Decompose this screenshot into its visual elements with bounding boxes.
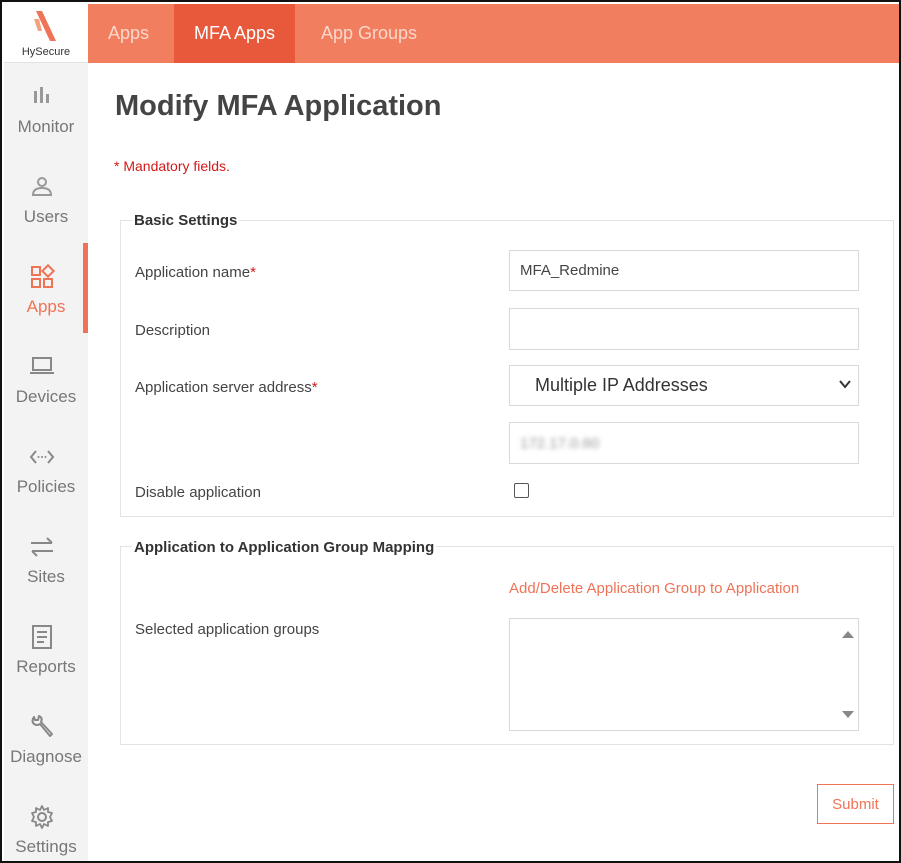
tab-apps[interactable]: Apps: [108, 23, 150, 43]
sidebar-item-label: Diagnose: [10, 747, 82, 766]
tab-mfa-apps[interactable]: MFA Apps: [174, 4, 295, 63]
disable-application-checkbox[interactable]: [514, 483, 529, 498]
sidebar: [4, 4, 88, 863]
sidebar-item-policies[interactable]: [4, 423, 88, 513]
app-name-label: [135, 264, 256, 281]
brand-name: HySecure: [21, 46, 71, 58]
hysecure-logo-icon: [32, 9, 60, 45]
selected-groups-label: Selected application groups: [135, 621, 320, 638]
app-name-input[interactable]: MFA_Redmine: [509, 250, 859, 291]
disable-application-label: Disable application: [135, 484, 261, 501]
sidebar-item-label: Apps: [26, 297, 66, 316]
chevron-down-icon: [838, 377, 852, 391]
brand-logo[interactable]: [4, 4, 88, 63]
sidebar-item-users[interactable]: [4, 153, 88, 243]
selected-groups-listbox[interactable]: [509, 618, 859, 731]
server-address-selected: Multiple IP Addresses: [535, 375, 708, 395]
swap-arrows-icon: [28, 533, 56, 561]
required-mark: *: [311, 379, 318, 396]
app-name-label-text: Application name: [135, 264, 251, 281]
sidebar-item-settings[interactable]: [4, 783, 88, 863]
sidebar-item-label: Policies: [16, 477, 76, 496]
user-icon: [28, 173, 56, 201]
sidebar-item-label: Reports: [16, 657, 76, 676]
bar-chart-icon: [28, 83, 56, 111]
sidebar-item-label: Users: [23, 207, 69, 226]
sidebar-item-label: Sites: [27, 567, 65, 586]
ip-addresses-value: 172.17.0.60: [520, 434, 600, 452]
server-address-select[interactable]: [509, 365, 859, 406]
sidebar-item-reports[interactable]: [4, 603, 88, 693]
ip-addresses-input[interactable]: [509, 422, 859, 464]
add-delete-group-link[interactable]: Add/Delete Application Group to Application: [509, 580, 800, 597]
sidebar-item-label: Devices: [15, 387, 77, 406]
wrench-icon: [28, 713, 56, 741]
submit-button[interactable]: Submit: [817, 784, 894, 824]
document-icon: [28, 623, 56, 651]
gear-icon: [28, 803, 56, 831]
top-nav: [88, 4, 901, 63]
server-address-label: [135, 379, 318, 396]
basic-settings-legend: Basic Settings: [134, 212, 238, 229]
apps-grid-icon: [28, 263, 56, 291]
laptop-icon: [28, 353, 56, 381]
scroll-up-icon[interactable]: [841, 629, 855, 639]
mandatory-note: * Mandatory fields.: [114, 158, 230, 174]
description-input[interactable]: [509, 308, 859, 350]
scroll-down-icon[interactable]: [841, 710, 855, 720]
sidebar-item-devices[interactable]: [4, 333, 88, 423]
required-mark: *: [250, 264, 256, 281]
group-mapping-legend: Application to Application Group Mapping: [134, 539, 435, 556]
description-label: Description: [135, 322, 211, 339]
sidebar-item-diagnose[interactable]: [4, 693, 88, 783]
sidebar-item-label: Monitor: [17, 117, 75, 136]
page-title: Modify MFA Application: [115, 90, 442, 122]
sidebar-item-label: Settings: [15, 837, 77, 856]
sidebar-item-apps[interactable]: [4, 243, 88, 333]
code-arrows-icon: [28, 443, 56, 471]
server-address-label-text: Application server address: [135, 379, 312, 396]
tab-app-groups[interactable]: App Groups: [321, 23, 418, 43]
sidebar-item-sites[interactable]: [4, 513, 88, 603]
sidebar-item-monitor[interactable]: [4, 63, 88, 153]
